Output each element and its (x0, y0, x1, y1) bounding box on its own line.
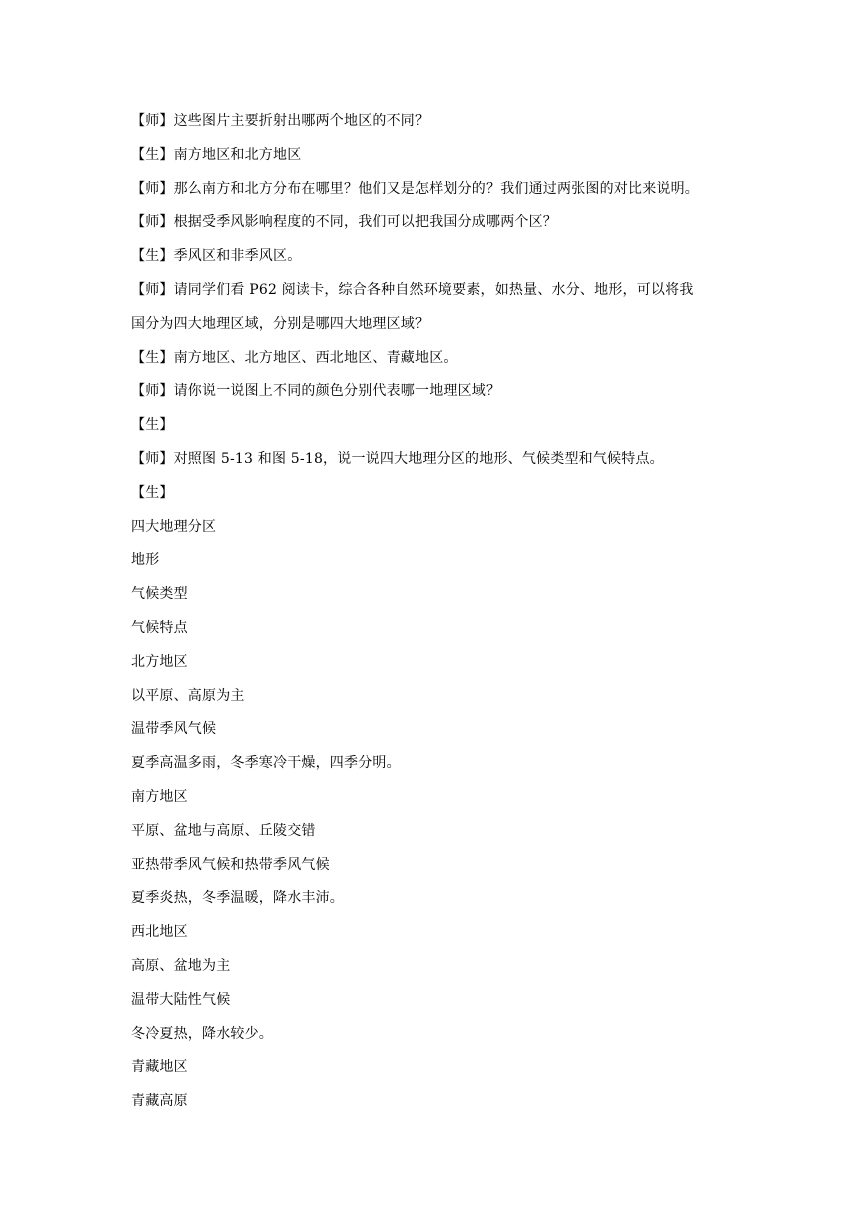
dialogue-line: 【生】南方地区、北方地区、西北地区、青藏地区。 (131, 349, 458, 366)
dialogue-line: 【师】对照图 5-13 和图 5-18，说一说四大地理分区的地形、气候类型和气候特点。 (131, 450, 664, 467)
table-header-cell: 气候特点 (131, 619, 188, 636)
table-cell-region: 南方地区 (131, 788, 188, 805)
dialogue-line: 【生】季风区和非季风区。 (131, 248, 302, 265)
table-cell-terrain: 以平原、高原为主 (131, 687, 245, 704)
dialogue-line: 【生】南方地区和北方地区 (131, 146, 302, 163)
dialogue-line: 【师】那么南方和北方分布在哪里？他们又是怎样划分的？我们通过两张图的对比来说明。 (131, 180, 699, 197)
document-body (131, 108, 741, 1122)
table-header-cell: 四大地理分区 (131, 518, 217, 535)
table-header-cell: 地形 (131, 552, 160, 569)
table-cell-region: 青藏地区 (131, 1059, 188, 1076)
table-cell-terrain: 青藏高原 (131, 1093, 188, 1110)
table-cell-climate-feature: 冬冷夏热，降水较少。 (131, 1025, 273, 1042)
dialogue-line: 【生】 (131, 417, 174, 434)
table-cell-terrain: 平原、盆地与高原、丘陵交错 (131, 822, 316, 839)
table-cell-climate-type: 亚热带季风气候和热带季风气候 (131, 856, 330, 873)
table-cell-region: 北方地区 (131, 653, 188, 670)
table-cell-climate-feature: 夏季炎热，冬季温暖，降水丰沛。 (131, 890, 344, 907)
table-cell-terrain: 高原、盆地为主 (131, 957, 231, 974)
table-cell-climate-type: 温带季风气候 (131, 721, 217, 738)
dialogue-line: 【师】这些图片主要折射出哪两个地区的不同？ (131, 113, 430, 129)
dialogue-line: 【师】请你说一说图上不同的颜色分别代表哪一地理区域？ (131, 383, 501, 400)
dialogue-line-continued: 国分为四大地理区域，分别是哪四大地理区域？ (131, 315, 430, 332)
table-cell-climate-type: 温带大陆性气候 (131, 991, 231, 1008)
dialogue-line: 【师】根据受季风影响程度的不同，我们可以把我国分成哪两个区？ (131, 214, 557, 231)
table-cell-region: 西北地区 (131, 924, 188, 941)
table-cell-climate-feature: 夏季高温多雨，冬季寒冷干燥，四季分明。 (131, 755, 401, 772)
dialogue-line: 【生】 (131, 484, 174, 501)
dialogue-line: 【师】请同学们看 P62 阅读卡，综合各种自然环境要素，如热量、水分、地形，可以将我 (131, 281, 694, 298)
table-header-cell: 气候类型 (131, 586, 188, 603)
